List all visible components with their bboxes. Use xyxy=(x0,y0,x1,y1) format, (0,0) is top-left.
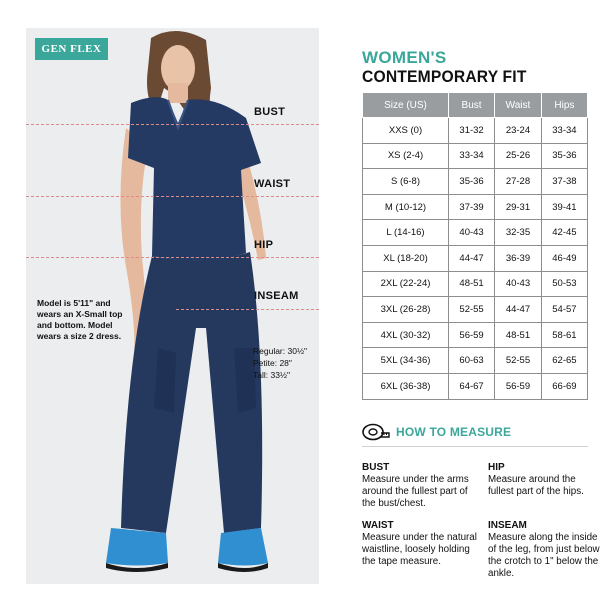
cell-bust: 60-63 xyxy=(449,348,495,374)
waist-instructions-heading: WAIST xyxy=(362,520,394,531)
how-to-measure-heading xyxy=(362,423,511,441)
cell-waist: 32-35 xyxy=(495,220,542,246)
gen-flex-badge: GEN FLEX xyxy=(35,38,108,60)
title-womens: WOMEN'S xyxy=(362,48,447,67)
header-size: Size (US) xyxy=(363,93,449,118)
inseam-regular: Regular: 30½" xyxy=(253,346,308,356)
cell-waist: 40-43 xyxy=(495,271,542,297)
cell-hips: 35-36 xyxy=(541,143,587,169)
cell-waist: 48-51 xyxy=(495,322,542,348)
inseam-instructions-text: Measure along the inside of the leg, from just below the crotch to 1" below the ankle. xyxy=(488,532,600,579)
table-header-row xyxy=(363,93,588,118)
inseam-petite: Petite: 28" xyxy=(253,358,292,368)
cell-size: 2XL (22-24) xyxy=(363,271,449,297)
model-size-note: Model is 5'11" and wears an X-Small top and bottom. Model wears a size 2 dress. xyxy=(37,298,123,341)
cell-bust: 40-43 xyxy=(449,220,495,246)
inseam-instructions xyxy=(488,520,600,580)
bust-instructions xyxy=(362,462,480,510)
cell-size: M (10-12) xyxy=(363,194,449,220)
cell-bust: 37-39 xyxy=(449,194,495,220)
cell-hips: 66-69 xyxy=(541,373,587,399)
table-row xyxy=(363,169,588,195)
divider xyxy=(362,446,588,447)
cell-bust: 56-59 xyxy=(449,322,495,348)
header-bust: Bust xyxy=(449,93,495,118)
table-row xyxy=(363,245,588,271)
waist-label: WAIST xyxy=(254,178,291,190)
header-waist: Waist xyxy=(495,93,542,118)
title-contemporary-fit: CONTEMPORARY FIT xyxy=(362,67,527,86)
table-row xyxy=(363,348,588,374)
bust-instructions-heading: BUST xyxy=(362,462,390,473)
table-row xyxy=(363,118,588,144)
how-to-measure-title: HOW TO MEASURE xyxy=(396,425,512,439)
cell-size: L (14-16) xyxy=(363,220,449,246)
cell-size: XXS (0) xyxy=(363,118,449,144)
cell-bust: 31-32 xyxy=(449,118,495,144)
cell-hips: 50-53 xyxy=(541,271,587,297)
hip-label: HIP xyxy=(254,239,274,251)
inseam-line xyxy=(176,309,319,310)
cell-hips: 33-34 xyxy=(541,118,587,144)
cell-hips: 58-61 xyxy=(541,322,587,348)
table-row xyxy=(363,194,588,220)
cell-bust: 48-51 xyxy=(449,271,495,297)
cell-size: S (6-8) xyxy=(363,169,449,195)
table-row xyxy=(363,220,588,246)
cell-hips: 46-49 xyxy=(541,245,587,271)
inseam-instructions-heading: INSEAM xyxy=(488,520,527,531)
cell-hips: 39-41 xyxy=(541,194,587,220)
header-hips: Hips xyxy=(541,93,587,118)
cell-size: 6XL (36-38) xyxy=(363,373,449,399)
cell-waist: 23-24 xyxy=(495,118,542,144)
cell-size: 3XL (26-28) xyxy=(363,297,449,323)
hip-instructions xyxy=(488,462,592,498)
cell-waist: 52-55 xyxy=(495,348,542,374)
hip-instructions-heading: HIP xyxy=(488,462,505,473)
inseam-label: INSEAM xyxy=(254,290,299,302)
table-row xyxy=(363,297,588,323)
cell-waist: 29-31 xyxy=(495,194,542,220)
cell-waist: 56-59 xyxy=(495,373,542,399)
cell-bust: 35-36 xyxy=(449,169,495,195)
model-photo-panel xyxy=(26,28,319,584)
waist-line xyxy=(26,196,319,197)
waist-instructions xyxy=(362,520,480,568)
waist-instructions-text: Measure under the natural waistline, loosely holding the tape measure. xyxy=(362,532,477,567)
cell-bust: 52-55 xyxy=(449,297,495,323)
cell-bust: 33-34 xyxy=(449,143,495,169)
cell-hips: 62-65 xyxy=(541,348,587,374)
cell-waist: 44-47 xyxy=(495,297,542,323)
cell-size: 4XL (30-32) xyxy=(363,322,449,348)
bust-label: BUST xyxy=(254,106,286,118)
hip-line xyxy=(26,257,319,258)
cell-bust: 64-67 xyxy=(449,373,495,399)
inseam-lengths xyxy=(253,345,307,381)
cell-waist: 36-39 xyxy=(495,245,542,271)
cell-hips: 42-45 xyxy=(541,220,587,246)
table-row xyxy=(363,271,588,297)
bust-instructions-text: Measure under the arms around the fullest part of the bust/chest. xyxy=(362,474,469,509)
cell-size: XS (2-4) xyxy=(363,143,449,169)
table-row xyxy=(363,322,588,348)
size-chart-body xyxy=(363,118,588,400)
cell-waist: 27-28 xyxy=(495,169,542,195)
inseam-tall: Tall: 33½" xyxy=(253,370,291,380)
cell-waist: 25-26 xyxy=(495,143,542,169)
bust-line xyxy=(26,124,319,125)
cell-hips: 37-38 xyxy=(541,169,587,195)
hip-instructions-text: Measure around the fullest part of the hips. xyxy=(488,474,584,497)
cell-size: 5XL (34-36) xyxy=(363,348,449,374)
cell-size: XL (18-20) xyxy=(363,245,449,271)
tape-measure-icon xyxy=(362,423,390,441)
table-row xyxy=(363,373,588,399)
cell-hips: 54-57 xyxy=(541,297,587,323)
cell-bust: 44-47 xyxy=(449,245,495,271)
table-row xyxy=(363,143,588,169)
size-chart-table xyxy=(362,92,588,400)
